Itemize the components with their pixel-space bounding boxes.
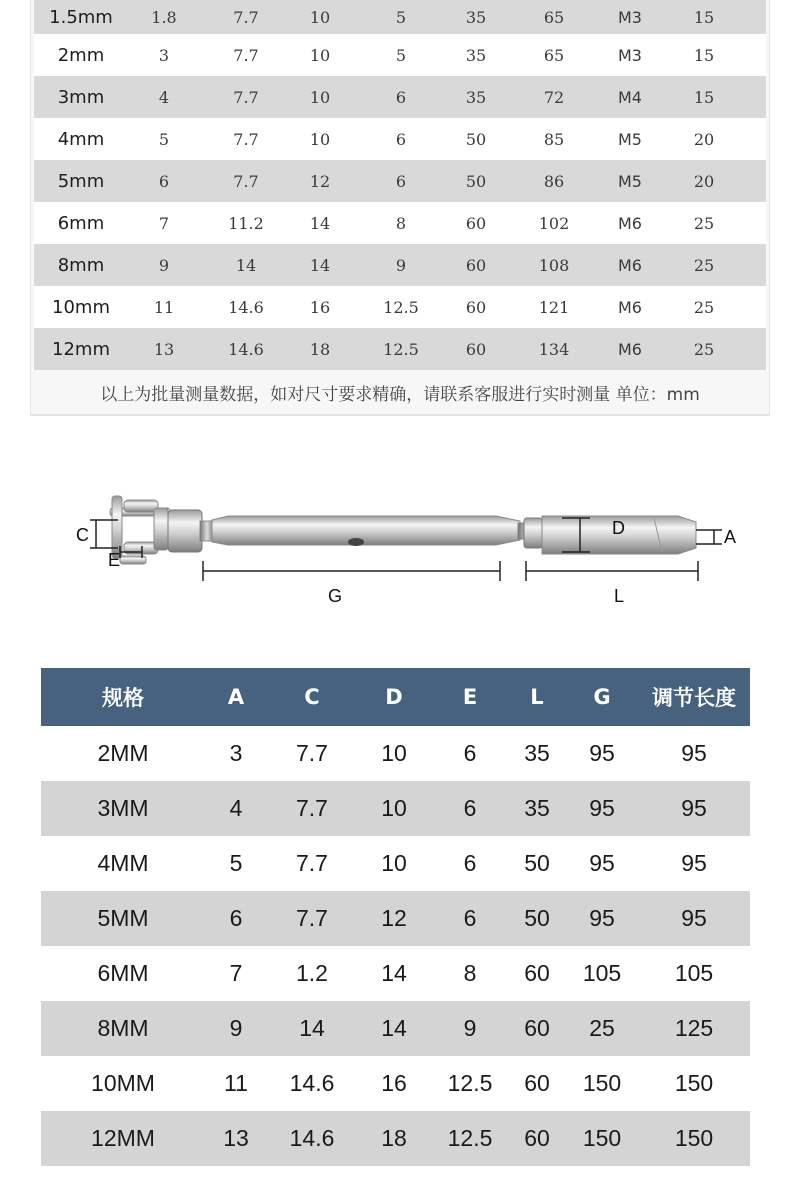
table-cell: 25 — [589, 1015, 615, 1041]
table-cell: 9 — [463, 1015, 477, 1041]
table-cell: 2MM — [97, 740, 149, 766]
table-cell: 35 — [524, 740, 550, 766]
table-cell: 95 — [589, 740, 615, 766]
table-cell: 6 — [395, 87, 407, 107]
table-cell: 15 — [693, 7, 715, 27]
table-cell: 14 — [381, 1015, 407, 1041]
table-cell: M6 — [618, 297, 642, 317]
table-cell: 11.2 — [228, 213, 264, 233]
table-row — [34, 0, 766, 34]
table-cell: 8MM — [97, 1015, 149, 1041]
table-cell: 65 — [543, 7, 565, 27]
table-cell: 13 — [153, 339, 175, 359]
table-cell: 95 — [589, 905, 615, 931]
table-cell: 50 — [465, 129, 487, 149]
table-cell: 16 — [309, 297, 331, 317]
label-c: C — [76, 525, 89, 545]
table-row — [41, 726, 750, 781]
table-cell: 9 — [158, 255, 170, 275]
table-cell: 35 — [465, 87, 487, 107]
table-row — [34, 76, 766, 118]
header-cell: G — [593, 685, 611, 709]
table-cell: 150 — [582, 1070, 622, 1096]
table-cell: 6MM — [97, 960, 149, 986]
table-cell: 6 — [395, 129, 407, 149]
table-cell: 7.7 — [296, 850, 328, 876]
table-cell: M4 — [618, 87, 642, 107]
table-row — [41, 1056, 750, 1111]
table-cell: 10 — [381, 740, 407, 766]
table-cell: 85 — [543, 129, 565, 149]
table-cell: M6 — [618, 255, 642, 275]
table-cell: 10 — [309, 7, 331, 27]
table-row — [34, 286, 766, 328]
table-cell: M5 — [618, 129, 642, 149]
table-cell: 6 — [158, 171, 170, 191]
table-cell: 13 — [223, 1125, 249, 1151]
table-cell: 14 — [309, 213, 331, 233]
table-cell: 6 — [463, 740, 477, 766]
table-cell: M3 — [618, 45, 642, 65]
table-cell: 4 — [229, 795, 243, 821]
table-row — [41, 836, 750, 891]
table-cell: 6 — [463, 905, 477, 931]
table-row — [41, 1111, 750, 1166]
table-cell: 10 — [309, 87, 331, 107]
table-cell: 105 — [674, 960, 714, 986]
table-cell: 60 — [465, 339, 487, 359]
table-cell: 1.5mm — [49, 6, 113, 28]
table-cell: 5 — [395, 45, 407, 65]
hex-nut — [168, 510, 202, 552]
table-cell: 15 — [693, 45, 715, 65]
table-cell: 7 — [229, 960, 243, 986]
header-cell: 规格 — [102, 686, 144, 710]
table-cell: 12.5 — [383, 297, 419, 317]
table-cell: 60 — [524, 960, 550, 986]
table-cell: 18 — [381, 1125, 407, 1151]
table-row — [34, 244, 766, 286]
table-cell: 7.7 — [233, 171, 259, 191]
dimension-g — [203, 561, 500, 581]
table-cell: 5mm — [57, 170, 105, 192]
table-cell: 9 — [229, 1015, 243, 1041]
table-cell: 10mm — [52, 296, 110, 318]
table-cell: 105 — [582, 960, 622, 986]
table-cell: 25 — [693, 255, 715, 275]
body-hole — [348, 538, 364, 546]
table-cell: 14 — [235, 255, 257, 275]
table-cell: 12.5 — [383, 339, 419, 359]
table-cell: 95 — [589, 850, 615, 876]
header-cell: L — [530, 685, 544, 709]
label-g: G — [328, 586, 343, 606]
table-cell: 5 — [229, 850, 243, 876]
table-cell: 95 — [589, 795, 615, 821]
dimension-a — [696, 530, 722, 544]
table-cell: 14 — [381, 960, 407, 986]
table-cell: 14.6 — [228, 297, 264, 317]
table-cell: 60 — [524, 1070, 550, 1096]
table-cell: 8 — [395, 213, 407, 233]
label-l: L — [614, 586, 625, 606]
table-row — [34, 118, 766, 160]
table-cell: 3MM — [97, 795, 149, 821]
table-cell: 12.5 — [447, 1070, 493, 1096]
table-cell: 4mm — [57, 128, 105, 150]
table-cell: 35 — [465, 45, 487, 65]
table-cell: 6 — [463, 795, 477, 821]
table-cell: M5 — [618, 171, 642, 191]
table-cell: 14 — [309, 255, 331, 275]
table-row — [34, 202, 766, 244]
table-cell: 3 — [158, 45, 170, 65]
table-row — [41, 946, 750, 1001]
table-cell: 150 — [674, 1070, 714, 1096]
table-cell: 5 — [158, 129, 170, 149]
table-cell: 16 — [381, 1070, 407, 1096]
table-cell: 14.6 — [289, 1125, 335, 1151]
table-cell: 8mm — [57, 254, 105, 276]
table-cell: 7.7 — [233, 87, 259, 107]
table-cell: 12.5 — [447, 1125, 493, 1151]
table-row — [41, 891, 750, 946]
table-cell: 4MM — [97, 850, 149, 876]
table-cell: M6 — [618, 339, 642, 359]
table-cell: 14.6 — [228, 339, 264, 359]
table-cell: 12mm — [52, 338, 110, 360]
table-row — [41, 781, 750, 836]
table-cell: 10 — [381, 850, 407, 876]
table-cell: 10 — [309, 45, 331, 65]
table-cell: 65 — [543, 45, 565, 65]
table-cell: 7.7 — [233, 7, 259, 27]
label-d: D — [612, 518, 625, 538]
table-cell: 50 — [524, 850, 550, 876]
table-cell: 12 — [309, 171, 331, 191]
table-cell: 95 — [681, 740, 707, 766]
table-cell: 25 — [693, 339, 715, 359]
header-cell: C — [304, 685, 320, 709]
table-row — [34, 160, 766, 202]
table-cell: 60 — [524, 1015, 550, 1041]
table-cell: 121 — [538, 297, 570, 317]
table-cell: 20 — [693, 129, 715, 149]
table-cell: 11 — [153, 297, 175, 317]
table-cell: 14 — [299, 1015, 325, 1041]
table-cell: 25 — [693, 213, 715, 233]
table-cell: 3 — [229, 740, 243, 766]
table-cell: 60 — [524, 1125, 550, 1151]
label-a: A — [724, 527, 737, 547]
table-cell: 5MM — [97, 905, 149, 931]
turnbuckle-body — [212, 516, 520, 545]
table-cell: M6 — [618, 213, 642, 233]
measurement-note: 以上为批量测量数据，如对尺寸要求精确，请联系客服进行实时测量 单位：mm — [31, 370, 769, 416]
table-cell: 14.6 — [289, 1070, 335, 1096]
table-cell: 7.7 — [233, 45, 259, 65]
table-cell: 50 — [465, 171, 487, 191]
table-cell: 11 — [224, 1070, 248, 1096]
table-cell: 150 — [674, 1125, 714, 1151]
table-cell: 8 — [463, 960, 477, 986]
table-cell: 12MM — [91, 1125, 155, 1151]
table-cell: 6 — [463, 850, 477, 876]
table-cell: 95 — [681, 905, 707, 931]
table-cell: 108 — [538, 255, 570, 275]
table-cell: 10MM — [91, 1070, 155, 1096]
table-cell: 60 — [465, 297, 487, 317]
table-cell: 20 — [693, 171, 715, 191]
table-cell: 1.8 — [151, 7, 177, 27]
right-nut — [524, 518, 542, 548]
turnbuckle-diagram — [50, 460, 750, 640]
table-cell: 18 — [309, 339, 331, 359]
header-cell: 调节长度 — [652, 686, 736, 710]
table-cell: 7.7 — [296, 905, 328, 931]
table-cell: 5 — [395, 7, 407, 27]
table-cell: 4 — [158, 87, 170, 107]
spec-table — [41, 668, 750, 1166]
table-cell: 7 — [158, 213, 170, 233]
table-cell: M3 — [618, 7, 642, 27]
table-row — [34, 34, 766, 76]
table-cell: 6 — [229, 905, 243, 931]
table-cell: 7.7 — [296, 795, 328, 821]
table-cell: 102 — [538, 213, 570, 233]
table-cell: 7.7 — [296, 740, 328, 766]
header-cell: A — [227, 685, 245, 709]
table-row — [41, 1001, 750, 1056]
header-cell: E — [462, 685, 478, 709]
table-cell: 12 — [381, 905, 407, 931]
table-cell: 125 — [674, 1015, 714, 1041]
table-cell: 150 — [582, 1125, 622, 1151]
table-cell: 10 — [309, 129, 331, 149]
table-cell: 60 — [465, 255, 487, 275]
header-cell: D — [385, 685, 403, 709]
table-header-row — [41, 668, 750, 726]
table-cell: 2mm — [57, 44, 105, 66]
table-cell: 60 — [465, 213, 487, 233]
table-cell: 7.7 — [233, 129, 259, 149]
table-cell: 1.2 — [296, 960, 328, 986]
table-cell: 95 — [681, 850, 707, 876]
label-e: E — [108, 550, 121, 570]
table-row — [34, 328, 766, 370]
table-cell: 15 — [693, 87, 715, 107]
table-cell: 50 — [524, 905, 550, 931]
top-spec-table — [30, 0, 770, 416]
table-cell: 10 — [381, 795, 407, 821]
table-cell: 134 — [538, 339, 570, 359]
table-cell: 35 — [524, 795, 550, 821]
table-cell: 6 — [395, 171, 407, 191]
table-cell: 6mm — [57, 212, 105, 234]
table-cell: 35 — [465, 7, 487, 27]
table-cell: 86 — [543, 171, 565, 191]
table-cell: 95 — [681, 795, 707, 821]
table-cell: 25 — [693, 297, 715, 317]
table-cell: 72 — [543, 87, 565, 107]
table-cell: 9 — [395, 255, 407, 275]
table-cell: 3mm — [57, 86, 105, 108]
dimension-l — [526, 561, 698, 581]
